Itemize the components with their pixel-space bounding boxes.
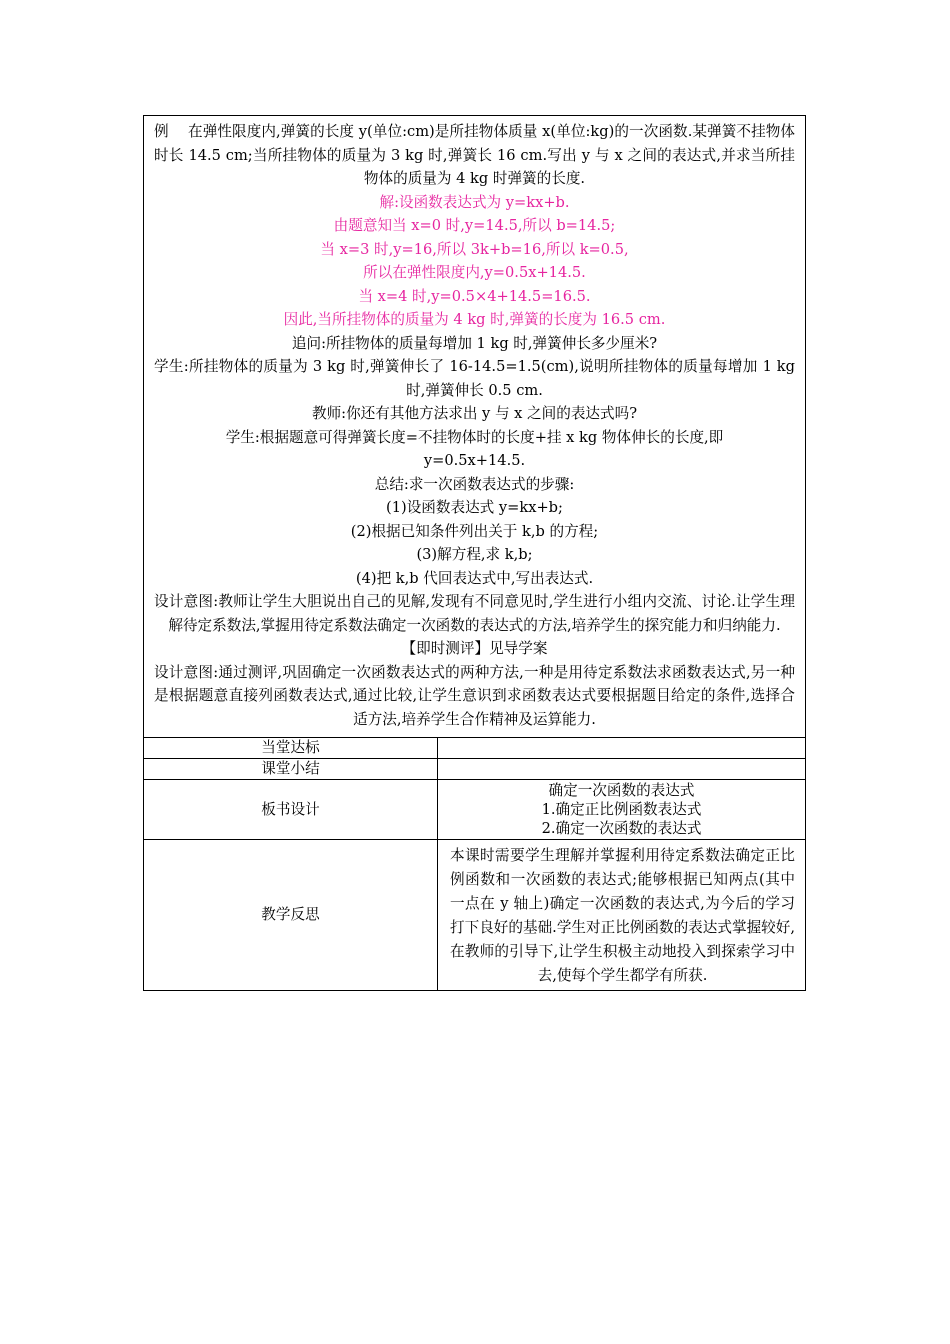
board-line: 确定一次函数的表达式 xyxy=(548,782,695,799)
target-row xyxy=(144,738,806,759)
board-design-row xyxy=(144,780,806,840)
design-intent-2: 设计意图:通过测评,巩固确定一次函数表达式的两种方法,一种是用待定系数法求函数表达式,另一种是根据题意直接列函数表达式,通过比较,让学生意识到求函数表达式要根据题目给定的条件,选择合适方法,培养学生合作精神及运算能力. xyxy=(154,663,795,728)
example-row xyxy=(144,116,806,738)
lesson-table xyxy=(143,115,806,991)
board-design-label: 板书设计 xyxy=(144,780,438,840)
instant-test: 【即时测评】见导学案 xyxy=(401,640,548,657)
reflection-label: 教学反思 xyxy=(144,840,438,991)
step-item: (2)根据已知条件列出关于 k,b 的方程; xyxy=(350,522,599,540)
student-answer-1: 学生:所挂物体的质量为 3 kg 时,弹簧伸长了 16-14.5=1.5(cm),说明所挂物体的质量每增加 1 kg 时,弹簧伸长 0.5 cm. xyxy=(154,358,795,399)
target-value xyxy=(438,738,806,759)
solution-line: 当 x=3 时,y=16,所以 3k+b=16,所以 k=0.5, xyxy=(320,240,629,258)
class-summary-row xyxy=(144,759,806,780)
board-line: 2.确定一次函数的表达式 xyxy=(541,820,702,837)
solution-line: 所以在弹性限度内,y=0.5x+14.5. xyxy=(363,264,586,281)
example-problem: 例 在弹性限度内,弹簧的长度 y(单位:cm)是所挂物体质量 x(单位:kg)的一次函数.某弹簧不挂物体时长 14.5 cm;当所挂物体的质量为 3 kg 时,弹簧长 16 cm.写出 y 与 x 之间的表达式,并求当所挂物体的质量为 4 kg 时弹簧的长度. xyxy=(154,123,795,187)
summary-title: 总结:求一次函数表达式的步骤: xyxy=(374,475,575,493)
step-item: (1)设函数表达式 y=kx+b; xyxy=(386,499,563,516)
teacher-question: 教师:你还有其他方法求出 y 与 x 之间的表达式吗? xyxy=(311,405,638,422)
followup-question: 追问:所挂物体的质量每增加 1 kg 时,弹簧伸长多少厘米? xyxy=(291,334,658,352)
board-design-content xyxy=(438,780,806,840)
example-cell xyxy=(144,116,806,738)
reflection-row xyxy=(144,840,806,991)
target-label: 当堂达标 xyxy=(144,738,438,759)
class-summary-value xyxy=(438,759,806,780)
student-answer-2: 学生:根据题意可得弹簧长度=不挂物体时的长度+挂 x kg 物体伸长的长度,即 xyxy=(225,428,724,446)
step-item: (3)解方程,求 k,b; xyxy=(416,546,533,563)
step-item: (4)把 k,b 代回表达式中,写出表达式. xyxy=(355,569,594,587)
solution-line: 当 x=4 时,y=0.5×4+14.5=16.5. xyxy=(358,287,591,305)
board-line: 1.确定正比例函数表达式 xyxy=(541,801,702,818)
lesson-plan-document xyxy=(143,115,806,991)
solution-line: 由题意知当 x=0 时,y=14.5,所以 b=14.5; xyxy=(333,217,616,234)
design-intent-1: 设计意图:教师让学生大胆说出自己的见解,发现有不同意见时,学生进行小组内交流、讨论.让学生理解待定系数法,掌握用待定系数法确定一次函数的表达式的方法,培养学生的探究能力和归纳能力. xyxy=(154,593,795,634)
solution-line: 解:设函数表达式为 y=kx+b. xyxy=(379,193,570,211)
student-answer-2-formula: y=0.5x+14.5. xyxy=(423,452,526,469)
reflection-text: 本课时需要学生理解并掌握利用待定系数法确定正比例函数和一次函数的表达式;能够根据已知两点(其中一点在 y 轴上)确定一次函数的表达式,为今后的学习打下良好的基础.学生对正比例函数的表达式掌握较好,在教师的引导下,让学生积极主动地投入到探索学习中去,使每个学生都学有所获. xyxy=(438,840,806,991)
solution-line: 因此,当所挂物体的质量为 4 kg 时,弹簧的长度为 16.5 cm. xyxy=(283,311,666,328)
class-summary-label: 课堂小结 xyxy=(144,759,438,780)
